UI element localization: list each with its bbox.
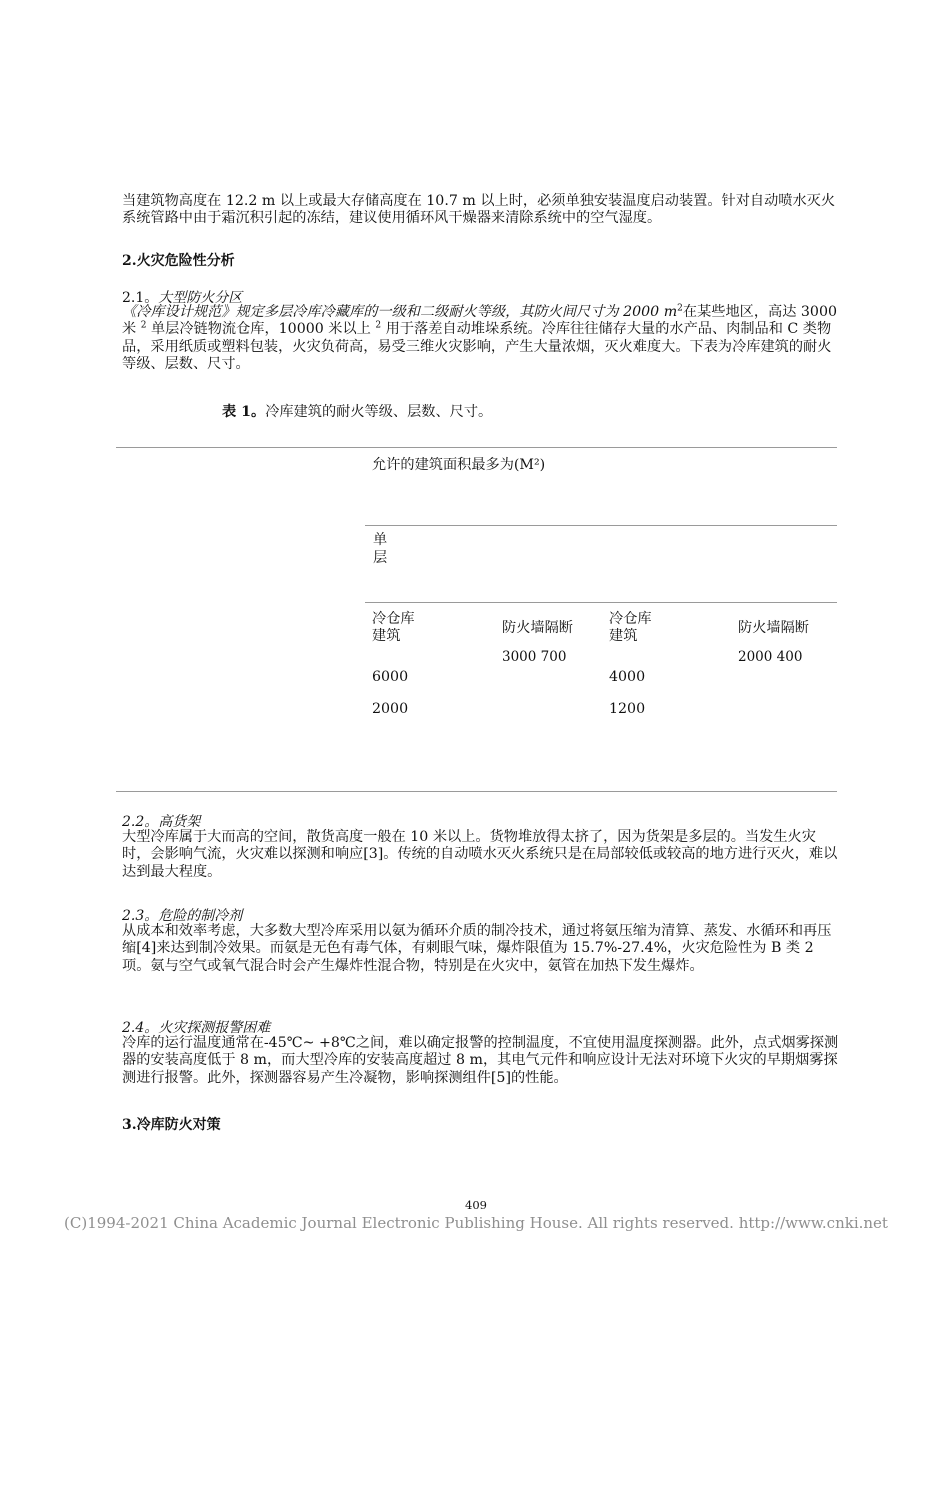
single-floor-line1: 单 bbox=[373, 532, 388, 548]
section-3-heading: 3.冷库防火对策 bbox=[122, 1117, 221, 1133]
subsection-2-2-heading bbox=[122, 811, 200, 831]
superscript-1: 2 bbox=[677, 303, 683, 314]
col2-values: 3000 700 bbox=[502, 649, 567, 665]
subsection-2-4-title: 火灾探测报警困难 bbox=[158, 1020, 271, 1036]
subsection-2-1-paragraph bbox=[122, 304, 842, 373]
subsection-2-3-number: 2.3。 bbox=[122, 908, 159, 924]
subsection-2-2-number: 2.2。 bbox=[122, 814, 159, 830]
subsection-2-1-number: 2.1。 bbox=[122, 290, 159, 306]
subsection-2-2-title: 高货架 bbox=[158, 814, 201, 830]
row2-col1: 2000 bbox=[372, 701, 409, 717]
table-header-area: 允许的建筑面积最多为(M²) bbox=[372, 457, 546, 473]
table-caption-text: 冷库建筑的耐火等级、层数、尺寸。 bbox=[265, 404, 493, 420]
page-number: 409 bbox=[465, 1198, 487, 1212]
row2-col3: 1200 bbox=[609, 701, 646, 717]
table-rule-2 bbox=[365, 525, 837, 526]
subsection-2-3-paragraph: 从成本和效率考虑，大多数大型冷库采用以氨为循环介质的制冷技术，通过将氨压缩为清算、蒸发、水循环和再压缩[4]来达到制冷效果。而氨是无色有毒气体，有刺眼气味，爆炸限值为 15.7%-27.4%，火灾危险性为 B 类 2 项。氨与空气或氧气混合时会产生爆炸性混合物，特别是在火灾中，氨管在加热下发生爆炸。 bbox=[122, 923, 832, 974]
row1-col1: 6000 bbox=[372, 669, 409, 685]
col4-header: 防火墙隔断 bbox=[738, 620, 809, 636]
table-caption-label: 表 1。 bbox=[222, 404, 266, 420]
table-rule-3 bbox=[365, 602, 837, 603]
col3-header-line1: 冷仓库 bbox=[609, 611, 652, 627]
text-after-sup1: 在某些地区，高达 3000 米 bbox=[122, 304, 838, 338]
italic-lead: 《冷库设计规范》规定多层冷库冷藏库的一级和二级耐火等级，其防火间尺寸为 2000 m bbox=[122, 304, 678, 320]
intro-paragraph: 当建筑物高度在 12.2 m 以上或最大存储高度在 10.7 m 以上时，必须单独安装温度启动装置。针对自动喷水灭火系统管路中由于霜沉积引起的冻结，建议使用循环风干燥器来清除系统中的空气湿度。 bbox=[122, 193, 836, 227]
copyright-notice: (C)1994-2021 China Academic Journal Electronic Publishing House. All rights reserved. http://www.cnki.net bbox=[64, 1214, 888, 1232]
subsection-2-3-title: 危险的制冷剂 bbox=[158, 908, 243, 924]
col1-header-line2: 建筑 bbox=[372, 628, 401, 644]
text-mid: 单层冷链物流仓库，10000 米以上 bbox=[150, 321, 371, 338]
table-top-rule bbox=[116, 447, 837, 448]
superscript-2: 2 bbox=[140, 320, 147, 331]
subsection-2-4-number: 2.4。 bbox=[122, 1020, 159, 1036]
col3-header-line2: 建筑 bbox=[609, 628, 638, 644]
section-2-heading: 2.火灾危险性分析 bbox=[122, 253, 235, 269]
subsection-2-4-paragraph: 冷库的运行温度通常在-45℃~ +8℃之间，难以确定报警的控制温度，不宜使用温度探测器。此外，点式烟雾探测器的安装高度低于 8 m，而大型冷库的安装高度超过 8 m，其电气元件和响应设计无法对环境下火灾的早期烟雾探测进行报警。此外，探测器容易产生冷凝物，影响探测组件[5]的性能。 bbox=[122, 1035, 839, 1086]
subsection-2-2-paragraph: 大型冷库属于大而高的空间，散货高度一般在 10 米以上。货物堆放得太挤了，因为货架是多层的。当发生火灾时，会影响气流，火灾难以探测和响应[3]。传统的自动喷水灭火系统只是在局部较低或较高的地方进行灭火，难以达到最大程度。 bbox=[122, 829, 838, 880]
col1-header-line1: 冷仓库 bbox=[372, 611, 415, 627]
col4-values: 2000 400 bbox=[738, 649, 803, 665]
single-floor-line2: 层 bbox=[373, 550, 388, 566]
subsection-2-3-heading bbox=[122, 905, 242, 925]
table-bottom-rule bbox=[116, 791, 837, 792]
superscript-3: 2 bbox=[375, 320, 382, 331]
table-caption bbox=[222, 401, 492, 421]
row1-col3: 4000 bbox=[609, 669, 646, 685]
text-rest: 用于落差自动堆垛系统。冷库往往储存大量的水产品、肉制品和 C 类物品，采用纸质或塑料包装，火灾负荷高，易受三维火灾影响，产生大量浓烟，灭火难度大。下表为冷库建筑的耐火等级、层数、尺寸。 bbox=[122, 321, 832, 372]
subsection-2-4-heading bbox=[122, 1017, 270, 1037]
col2-header: 防火墙隔断 bbox=[502, 620, 573, 636]
subsection-2-1-title: 大型防火分区 bbox=[158, 290, 243, 306]
